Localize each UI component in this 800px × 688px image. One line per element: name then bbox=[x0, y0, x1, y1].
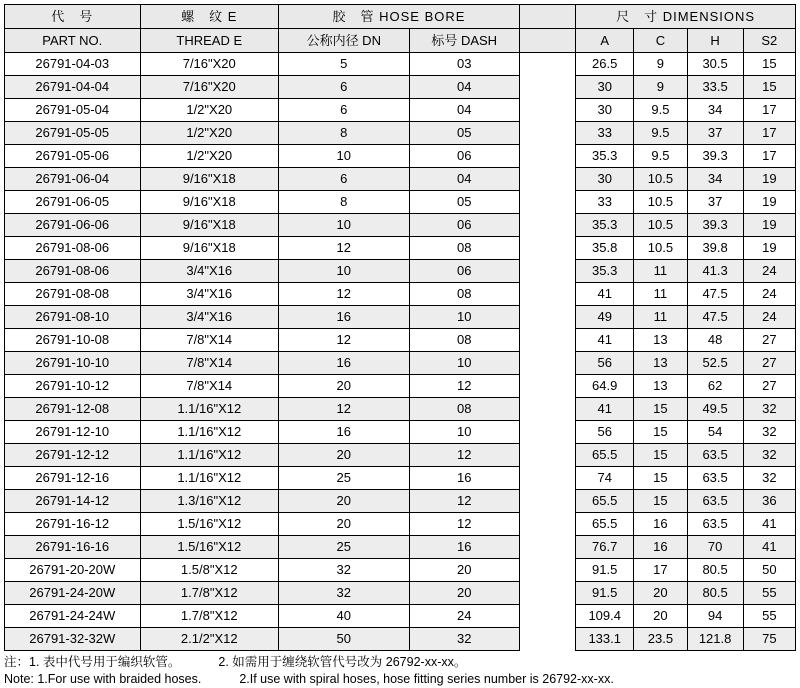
table-row bbox=[5, 306, 796, 329]
note-line-en bbox=[4, 671, 796, 688]
cell-s2: 15 bbox=[743, 76, 795, 99]
header-dimensions bbox=[576, 5, 796, 29]
cell-part-no: 26791-16-16 bbox=[5, 536, 141, 559]
cell-a: 91.5 bbox=[576, 582, 634, 605]
cell-h: 39.3 bbox=[687, 145, 743, 168]
cell-spacer bbox=[519, 122, 575, 145]
cell-part-no: 26791-12-12 bbox=[5, 444, 141, 467]
cell-dn: 12 bbox=[279, 283, 409, 306]
cell-h: 63.5 bbox=[687, 490, 743, 513]
cell-thread: 2.1/2"X12 bbox=[140, 628, 279, 651]
cell-a: 56 bbox=[576, 352, 634, 375]
cell-dash: 03 bbox=[409, 53, 519, 76]
header-part-no-en: PART NO. bbox=[5, 29, 141, 53]
table-row bbox=[5, 536, 796, 559]
note-en-second: 2.If use with spiral hoses, hose fitting series number is 26792-xx-xx. bbox=[239, 672, 614, 686]
cell-spacer bbox=[519, 76, 575, 99]
cell-c: 13 bbox=[634, 329, 687, 352]
cell-spacer bbox=[519, 145, 575, 168]
table-row bbox=[5, 582, 796, 605]
cell-dash: 06 bbox=[409, 260, 519, 283]
table-row bbox=[5, 214, 796, 237]
cell-h: 47.5 bbox=[687, 283, 743, 306]
cell-dash: 12 bbox=[409, 375, 519, 398]
cell-a: 91.5 bbox=[576, 559, 634, 582]
cell-dn: 5 bbox=[279, 53, 409, 76]
cell-h: 48 bbox=[687, 329, 743, 352]
cell-c: 16 bbox=[634, 513, 687, 536]
cell-a: 35.3 bbox=[576, 260, 634, 283]
cell-dn: 20 bbox=[279, 490, 409, 513]
cell-c: 17 bbox=[634, 559, 687, 582]
cell-h: 121.8 bbox=[687, 628, 743, 651]
cell-dn: 50 bbox=[279, 628, 409, 651]
cell-thread: 1.5/16"X12 bbox=[140, 536, 279, 559]
cell-h: 80.5 bbox=[687, 582, 743, 605]
header-spacer bbox=[519, 5, 575, 29]
cell-part-no: 26791-10-08 bbox=[5, 329, 141, 352]
cell-dash: 08 bbox=[409, 237, 519, 260]
cell-thread: 7/16"X20 bbox=[140, 76, 279, 99]
header-col-a: A bbox=[576, 29, 634, 53]
cell-s2: 27 bbox=[743, 329, 795, 352]
table-row bbox=[5, 76, 796, 99]
cell-dn: 12 bbox=[279, 398, 409, 421]
cell-spacer bbox=[519, 559, 575, 582]
cell-h: 37 bbox=[687, 122, 743, 145]
cell-h: 41.3 bbox=[687, 260, 743, 283]
cell-c: 15 bbox=[634, 490, 687, 513]
cell-dash: 06 bbox=[409, 145, 519, 168]
cell-a: 30 bbox=[576, 168, 634, 191]
note-cn-second: 2. 如需用于缠绕软管代号改为 26792-xx-xx。 bbox=[218, 655, 467, 669]
cell-part-no: 26791-16-12 bbox=[5, 513, 141, 536]
cell-s2: 32 bbox=[743, 421, 795, 444]
cell-dn: 20 bbox=[279, 513, 409, 536]
cell-spacer bbox=[519, 352, 575, 375]
cell-part-no: 26791-14-12 bbox=[5, 490, 141, 513]
cell-thread: 7/8"X14 bbox=[140, 352, 279, 375]
cell-part-no: 26791-05-06 bbox=[5, 145, 141, 168]
note-en-first: Note: 1.For use with braided hoses. bbox=[4, 672, 202, 686]
table-notes bbox=[4, 651, 796, 688]
cell-s2: 17 bbox=[743, 99, 795, 122]
cell-c: 9.5 bbox=[634, 99, 687, 122]
cell-c: 11 bbox=[634, 260, 687, 283]
table-row bbox=[5, 99, 796, 122]
cell-s2: 55 bbox=[743, 582, 795, 605]
cell-c: 10.5 bbox=[634, 214, 687, 237]
cell-a: 133.1 bbox=[576, 628, 634, 651]
cell-part-no: 26791-24-24W bbox=[5, 605, 141, 628]
cell-spacer bbox=[519, 191, 575, 214]
cell-spacer bbox=[519, 375, 575, 398]
cell-thread: 9/16"X18 bbox=[140, 237, 279, 260]
cell-part-no: 26791-12-10 bbox=[5, 421, 141, 444]
header-dash: 标号 DASH bbox=[409, 29, 519, 53]
cell-c: 13 bbox=[634, 375, 687, 398]
cell-dash: 08 bbox=[409, 329, 519, 352]
table-row bbox=[5, 260, 796, 283]
cell-a: 30 bbox=[576, 99, 634, 122]
cell-a: 33 bbox=[576, 191, 634, 214]
cell-spacer bbox=[519, 444, 575, 467]
cell-dash: 12 bbox=[409, 444, 519, 467]
cell-c: 9.5 bbox=[634, 145, 687, 168]
cell-dn: 16 bbox=[279, 421, 409, 444]
cell-h: 63.5 bbox=[687, 467, 743, 490]
cell-s2: 24 bbox=[743, 283, 795, 306]
cell-a: 26.5 bbox=[576, 53, 634, 76]
table-row bbox=[5, 237, 796, 260]
cell-spacer bbox=[519, 168, 575, 191]
cell-thread: 9/16"X18 bbox=[140, 168, 279, 191]
cell-a: 30 bbox=[576, 76, 634, 99]
cell-a: 49 bbox=[576, 306, 634, 329]
cell-thread: 1.1/16"X12 bbox=[140, 421, 279, 444]
cell-c: 20 bbox=[634, 605, 687, 628]
cell-thread: 7/8"X14 bbox=[140, 375, 279, 398]
cell-thread: 9/16"X18 bbox=[140, 214, 279, 237]
cell-thread: 3/4"X16 bbox=[140, 283, 279, 306]
header-hose-bore bbox=[279, 5, 520, 29]
cell-s2: 50 bbox=[743, 559, 795, 582]
cell-s2: 24 bbox=[743, 260, 795, 283]
cell-part-no: 26791-24-20W bbox=[5, 582, 141, 605]
cell-c: 20 bbox=[634, 582, 687, 605]
cell-spacer bbox=[519, 605, 575, 628]
cell-part-no: 26791-05-05 bbox=[5, 122, 141, 145]
cell-h: 33.5 bbox=[687, 76, 743, 99]
cell-a: 56 bbox=[576, 421, 634, 444]
cell-thread: 3/4"X16 bbox=[140, 306, 279, 329]
cell-dn: 40 bbox=[279, 605, 409, 628]
cell-h: 47.5 bbox=[687, 306, 743, 329]
cell-thread: 1.1/16"X12 bbox=[140, 467, 279, 490]
cell-s2: 75 bbox=[743, 628, 795, 651]
cell-a: 41 bbox=[576, 329, 634, 352]
cell-dash: 05 bbox=[409, 191, 519, 214]
cell-h: 39.3 bbox=[687, 214, 743, 237]
cell-h: 49.5 bbox=[687, 398, 743, 421]
cell-dash: 24 bbox=[409, 605, 519, 628]
cell-part-no: 26791-06-05 bbox=[5, 191, 141, 214]
table-row bbox=[5, 53, 796, 76]
table-row bbox=[5, 375, 796, 398]
cell-part-no: 26791-20-20W bbox=[5, 559, 141, 582]
cell-h: 63.5 bbox=[687, 513, 743, 536]
cell-dash: 10 bbox=[409, 421, 519, 444]
cell-dn: 6 bbox=[279, 168, 409, 191]
cell-spacer bbox=[519, 329, 575, 352]
cell-s2: 27 bbox=[743, 352, 795, 375]
cell-dn: 20 bbox=[279, 375, 409, 398]
header-thread-en: THREAD E bbox=[140, 29, 279, 53]
cell-dash: 08 bbox=[409, 398, 519, 421]
cell-spacer bbox=[519, 99, 575, 122]
header-col-h: H bbox=[687, 29, 743, 53]
cell-part-no: 26791-08-08 bbox=[5, 283, 141, 306]
cell-part-no: 26791-12-16 bbox=[5, 467, 141, 490]
cell-part-no: 26791-05-04 bbox=[5, 99, 141, 122]
cell-a: 41 bbox=[576, 398, 634, 421]
cell-spacer bbox=[519, 490, 575, 513]
cell-dash: 06 bbox=[409, 214, 519, 237]
note-line-cn bbox=[4, 654, 796, 671]
cell-dash: 08 bbox=[409, 283, 519, 306]
cell-thread: 1.5/8"X12 bbox=[140, 559, 279, 582]
cell-dn: 16 bbox=[279, 306, 409, 329]
cell-s2: 32 bbox=[743, 444, 795, 467]
cell-h: 70 bbox=[687, 536, 743, 559]
cell-dash: 05 bbox=[409, 122, 519, 145]
cell-dn: 20 bbox=[279, 444, 409, 467]
cell-dash: 12 bbox=[409, 490, 519, 513]
table-row bbox=[5, 352, 796, 375]
header-row-top bbox=[5, 5, 796, 29]
cell-part-no: 26791-08-10 bbox=[5, 306, 141, 329]
cell-s2: 41 bbox=[743, 513, 795, 536]
cell-s2: 36 bbox=[743, 490, 795, 513]
cell-c: 10.5 bbox=[634, 191, 687, 214]
cell-s2: 24 bbox=[743, 306, 795, 329]
cell-c: 9 bbox=[634, 53, 687, 76]
cell-dash: 32 bbox=[409, 628, 519, 651]
cell-c: 9 bbox=[634, 76, 687, 99]
cell-a: 76.7 bbox=[576, 536, 634, 559]
cell-dash: 20 bbox=[409, 559, 519, 582]
cell-s2: 17 bbox=[743, 122, 795, 145]
table-row bbox=[5, 283, 796, 306]
cell-a: 64.9 bbox=[576, 375, 634, 398]
table-row bbox=[5, 490, 796, 513]
header-spacer-bottom bbox=[519, 29, 575, 53]
cell-c: 10.5 bbox=[634, 168, 687, 191]
cell-thread: 9/16"X18 bbox=[140, 191, 279, 214]
cell-dash: 10 bbox=[409, 352, 519, 375]
cell-spacer bbox=[519, 513, 575, 536]
cell-dash: 12 bbox=[409, 513, 519, 536]
cell-a: 35.3 bbox=[576, 214, 634, 237]
cell-h: 37 bbox=[687, 191, 743, 214]
cell-part-no: 26791-08-06 bbox=[5, 237, 141, 260]
table-row bbox=[5, 605, 796, 628]
cell-s2: 19 bbox=[743, 237, 795, 260]
table-row bbox=[5, 329, 796, 352]
cell-c: 15 bbox=[634, 421, 687, 444]
cell-part-no: 26791-10-10 bbox=[5, 352, 141, 375]
cell-s2: 27 bbox=[743, 375, 795, 398]
cell-a: 35.3 bbox=[576, 145, 634, 168]
cell-dn: 32 bbox=[279, 559, 409, 582]
cell-c: 10.5 bbox=[634, 237, 687, 260]
cell-spacer bbox=[519, 582, 575, 605]
cell-h: 52.5 bbox=[687, 352, 743, 375]
cell-dn: 8 bbox=[279, 122, 409, 145]
cell-a: 65.5 bbox=[576, 444, 634, 467]
cell-spacer bbox=[519, 536, 575, 559]
header-hose-bore-en: HOSE BORE bbox=[379, 9, 466, 24]
cell-c: 16 bbox=[634, 536, 687, 559]
cell-h: 80.5 bbox=[687, 559, 743, 582]
cell-dn: 6 bbox=[279, 99, 409, 122]
cell-spacer bbox=[519, 398, 575, 421]
cell-s2: 19 bbox=[743, 191, 795, 214]
cell-h: 39.8 bbox=[687, 237, 743, 260]
cell-c: 9.5 bbox=[634, 122, 687, 145]
table-row bbox=[5, 513, 796, 536]
cell-c: 15 bbox=[634, 467, 687, 490]
cell-thread: 1.5/16"X12 bbox=[140, 513, 279, 536]
header-dimensions-en: DIMENSIONS bbox=[662, 9, 756, 24]
cell-dash: 04 bbox=[409, 76, 519, 99]
cell-s2: 19 bbox=[743, 214, 795, 237]
cell-s2: 15 bbox=[743, 53, 795, 76]
cell-a: 41 bbox=[576, 283, 634, 306]
cell-part-no: 26791-10-12 bbox=[5, 375, 141, 398]
cell-h: 62 bbox=[687, 375, 743, 398]
header-col-s2: S2 bbox=[743, 29, 795, 53]
cell-dn: 8 bbox=[279, 191, 409, 214]
table-row bbox=[5, 398, 796, 421]
cell-s2: 32 bbox=[743, 467, 795, 490]
hose-fitting-spec-table bbox=[4, 4, 796, 651]
cell-dn: 10 bbox=[279, 214, 409, 237]
cell-a: 74 bbox=[576, 467, 634, 490]
cell-dn: 6 bbox=[279, 76, 409, 99]
cell-c: 23.5 bbox=[634, 628, 687, 651]
table-header bbox=[5, 5, 796, 53]
cell-part-no: 26791-06-04 bbox=[5, 168, 141, 191]
cell-thread: 1.7/8"X12 bbox=[140, 605, 279, 628]
cell-spacer bbox=[519, 214, 575, 237]
cell-part-no: 26791-04-03 bbox=[5, 53, 141, 76]
table-row bbox=[5, 145, 796, 168]
cell-spacer bbox=[519, 628, 575, 651]
cell-c: 15 bbox=[634, 444, 687, 467]
table-row bbox=[5, 191, 796, 214]
header-dn: 公称内径 DN bbox=[279, 29, 409, 53]
header-thread-cn: 螺 纹 E bbox=[140, 5, 279, 29]
cell-part-no: 26791-08-06 bbox=[5, 260, 141, 283]
table-body bbox=[5, 53, 796, 651]
cell-c: 15 bbox=[634, 398, 687, 421]
cell-a: 109.4 bbox=[576, 605, 634, 628]
cell-dash: 16 bbox=[409, 467, 519, 490]
cell-dash: 20 bbox=[409, 582, 519, 605]
cell-dn: 10 bbox=[279, 260, 409, 283]
cell-dn: 10 bbox=[279, 145, 409, 168]
cell-s2: 17 bbox=[743, 145, 795, 168]
cell-spacer bbox=[519, 260, 575, 283]
cell-dash: 10 bbox=[409, 306, 519, 329]
cell-a: 35.8 bbox=[576, 237, 634, 260]
table-row bbox=[5, 444, 796, 467]
cell-dash: 16 bbox=[409, 536, 519, 559]
cell-spacer bbox=[519, 421, 575, 444]
table-row bbox=[5, 628, 796, 651]
cell-s2: 41 bbox=[743, 536, 795, 559]
header-part-no-cn: 代 号 bbox=[5, 5, 141, 29]
cell-dash: 04 bbox=[409, 99, 519, 122]
cell-a: 65.5 bbox=[576, 513, 634, 536]
cell-s2: 32 bbox=[743, 398, 795, 421]
header-col-c: C bbox=[634, 29, 687, 53]
table-row bbox=[5, 122, 796, 145]
cell-s2: 19 bbox=[743, 168, 795, 191]
cell-dn: 25 bbox=[279, 536, 409, 559]
cell-h: 63.5 bbox=[687, 444, 743, 467]
note-cn-first: 注：1. 表中代号用于编织软管。 bbox=[4, 655, 181, 669]
cell-thread: 3/4"X16 bbox=[140, 260, 279, 283]
cell-thread: 7/16"X20 bbox=[140, 53, 279, 76]
cell-thread: 1/2"X20 bbox=[140, 122, 279, 145]
table-row bbox=[5, 467, 796, 490]
cell-dash: 04 bbox=[409, 168, 519, 191]
cell-part-no: 26791-32-32W bbox=[5, 628, 141, 651]
cell-dn: 16 bbox=[279, 352, 409, 375]
cell-a: 65.5 bbox=[576, 490, 634, 513]
cell-part-no: 26791-06-06 bbox=[5, 214, 141, 237]
cell-thread: 1.7/8"X12 bbox=[140, 582, 279, 605]
cell-s2: 55 bbox=[743, 605, 795, 628]
cell-dn: 12 bbox=[279, 329, 409, 352]
table-row bbox=[5, 559, 796, 582]
cell-dn: 25 bbox=[279, 467, 409, 490]
cell-c: 13 bbox=[634, 352, 687, 375]
cell-spacer bbox=[519, 53, 575, 76]
cell-spacer bbox=[519, 467, 575, 490]
cell-thread: 7/8"X14 bbox=[140, 329, 279, 352]
header-hose-bore-cn: 胶 管 bbox=[332, 9, 375, 24]
cell-h: 34 bbox=[687, 99, 743, 122]
cell-spacer bbox=[519, 237, 575, 260]
header-dimensions-cn: 尺 寸 bbox=[616, 9, 659, 24]
cell-part-no: 26791-12-08 bbox=[5, 398, 141, 421]
cell-spacer bbox=[519, 283, 575, 306]
cell-thread: 1.3/16"X12 bbox=[140, 490, 279, 513]
cell-a: 33 bbox=[576, 122, 634, 145]
table-row bbox=[5, 168, 796, 191]
cell-dn: 12 bbox=[279, 237, 409, 260]
cell-thread: 1.1/16"X12 bbox=[140, 398, 279, 421]
cell-h: 54 bbox=[687, 421, 743, 444]
header-row-bottom bbox=[5, 29, 796, 53]
cell-c: 11 bbox=[634, 306, 687, 329]
cell-thread: 1/2"X20 bbox=[140, 145, 279, 168]
cell-part-no: 26791-04-04 bbox=[5, 76, 141, 99]
cell-c: 11 bbox=[634, 283, 687, 306]
cell-h: 34 bbox=[687, 168, 743, 191]
cell-thread: 1.1/16"X12 bbox=[140, 444, 279, 467]
cell-h: 94 bbox=[687, 605, 743, 628]
cell-thread: 1/2"X20 bbox=[140, 99, 279, 122]
table-row bbox=[5, 421, 796, 444]
cell-h: 30.5 bbox=[687, 53, 743, 76]
cell-spacer bbox=[519, 306, 575, 329]
cell-dn: 32 bbox=[279, 582, 409, 605]
